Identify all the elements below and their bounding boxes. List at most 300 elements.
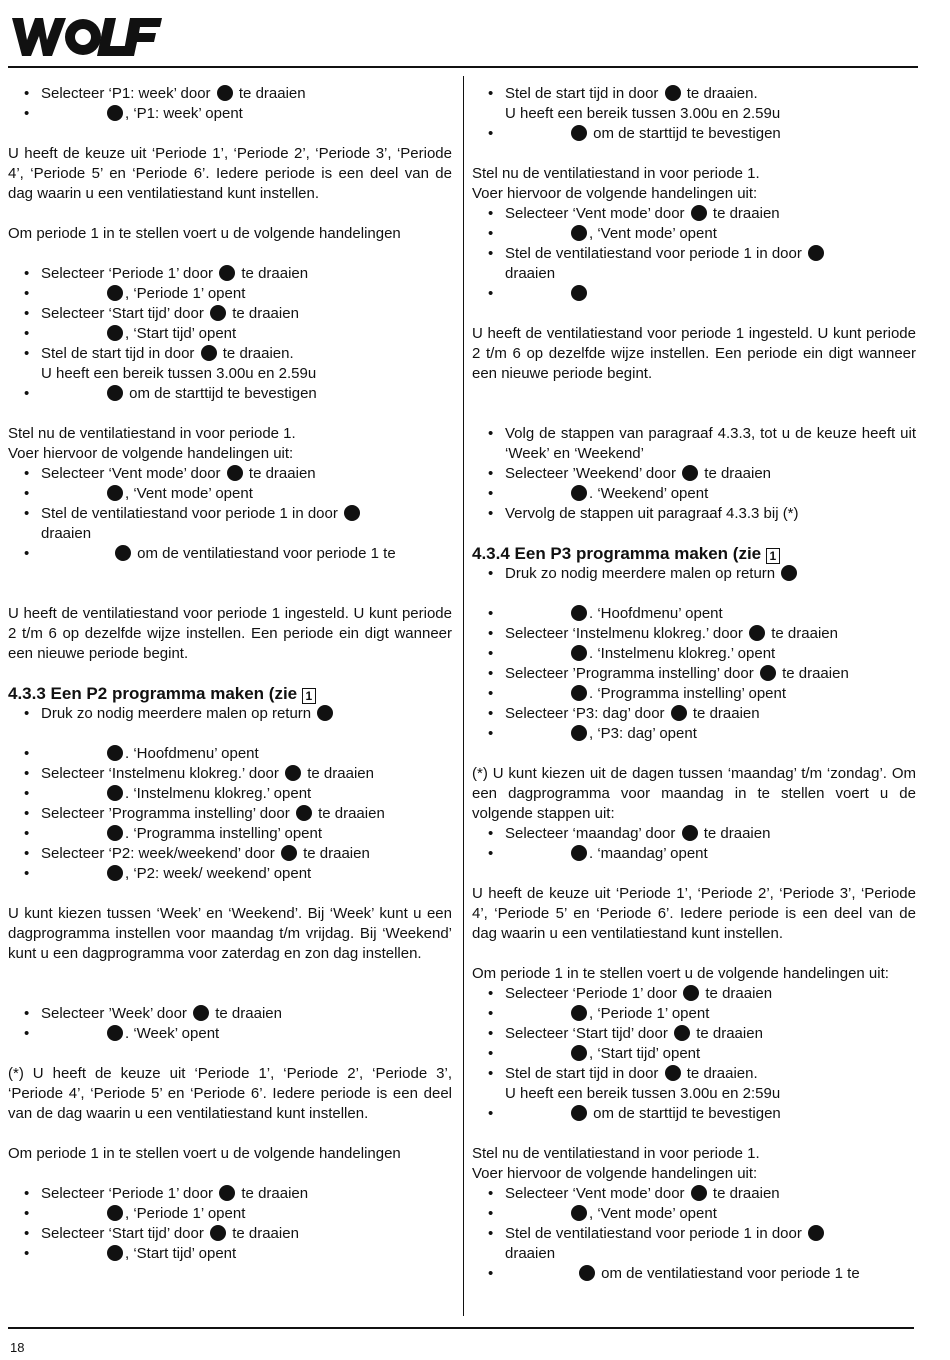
list-item xyxy=(472,1064,916,1104)
list-item-text-after: te draaien xyxy=(241,265,309,282)
knob-icon xyxy=(571,845,587,861)
bullet-icon: • xyxy=(488,725,494,742)
knob-icon xyxy=(115,545,131,561)
list-item-text-after: te draaien. xyxy=(686,1065,758,1082)
list-item xyxy=(8,284,452,304)
list-item-text-after: te draaien xyxy=(703,825,771,842)
list-item xyxy=(8,744,452,764)
spacer xyxy=(8,1044,452,1064)
bullet-icon: • xyxy=(488,1005,494,1022)
bullet-icon: • xyxy=(488,285,494,302)
paragraph: (*) U kunt kiezen uit de dagen tussen ‘maandag’ t/m ‘zondag’. Om een dagprogramma voor maandag in te stellen voert u de volgende stappen uit: xyxy=(472,765,916,822)
wolf-logo xyxy=(10,12,162,60)
list-item xyxy=(472,564,916,584)
knob-icon xyxy=(107,1205,123,1221)
list-item-text-after: , ‘Vent mode’ opent xyxy=(125,485,253,502)
list-item xyxy=(472,1004,916,1024)
bullet-icon: • xyxy=(488,845,494,862)
footer-rule xyxy=(8,1327,914,1329)
knob-icon xyxy=(571,645,587,661)
list-item xyxy=(472,464,916,484)
list-item-text: Selecteer ’Programma instelling’ door xyxy=(41,805,290,822)
knob-icon xyxy=(107,285,123,301)
knob-icon xyxy=(107,385,123,401)
list-item-text-after: om de ventilatiestand voor periode 1 te xyxy=(601,1265,860,1282)
list-item-text-after: . ‘maandag’ opent xyxy=(589,845,708,862)
knob-icon xyxy=(808,1225,824,1241)
list-item-text-after: te draaien xyxy=(712,205,780,222)
list-item-text-after: , ‘P2: week/ weekend’ opent xyxy=(125,865,312,882)
list-item xyxy=(8,1224,452,1244)
knob-icon xyxy=(107,785,123,801)
knob-icon xyxy=(682,825,698,841)
bullet-icon: • xyxy=(24,345,30,362)
list-item-text-after: , ‘Vent mode’ opent xyxy=(589,225,717,242)
list-item xyxy=(8,344,452,384)
list-item-text: Selecteer ‘Instelmenu klokreg.’ door xyxy=(41,765,279,782)
section-heading xyxy=(8,684,452,704)
list-item-text: Stel de start tijd in door xyxy=(41,345,195,362)
list-item-text: Stel de ventilatiestand voor periode 1 in door xyxy=(41,505,338,522)
knob-icon xyxy=(571,605,587,621)
list-item-text: Stel de ventilatiestand voor periode 1 in door xyxy=(505,1225,802,1242)
section-heading-text: 4.3.4 Een P3 programma maken (zie xyxy=(472,544,762,563)
list-item-text-after: te draaien xyxy=(248,465,316,482)
list-item-text-after: te draaien xyxy=(705,985,773,1002)
list-item xyxy=(472,624,916,644)
knob-icon xyxy=(571,725,587,741)
knob-icon xyxy=(217,85,233,101)
list-item xyxy=(472,824,916,844)
list-item xyxy=(8,1004,452,1024)
list-item-text-after: . ‘Programma instelling’ opent xyxy=(125,825,323,842)
list-item-text-after: om de starttijd te bevestigen xyxy=(593,1105,781,1122)
bullet-icon: • xyxy=(24,465,30,482)
list-item-text-after: te draaien xyxy=(307,765,374,782)
bullet-icon: • xyxy=(488,85,494,102)
paragraph: U heeft de ventilatiestand voor periode 1 ingesteld. U kunt periode 2 t/m 6 op dezelfde wijze instellen. Een periode ein digt wanneer een nieuwe periode begint. xyxy=(8,605,452,662)
list-item xyxy=(8,104,452,124)
list-item xyxy=(8,304,452,324)
knob-icon xyxy=(691,1185,707,1201)
list-item-text-after: . ‘Programma instelling’ opent xyxy=(589,685,787,702)
list-item xyxy=(472,664,916,684)
list-item-text: Selecteer ’Week’ door xyxy=(41,1005,187,1022)
bullet-icon: • xyxy=(24,485,30,502)
list-item-text-after: te draaien xyxy=(692,705,760,722)
list-item xyxy=(472,504,916,524)
knob-icon xyxy=(571,1005,587,1021)
knob-icon xyxy=(571,1045,587,1061)
bullet-icon: • xyxy=(488,705,494,722)
knob-icon xyxy=(665,85,681,101)
list-item-text-after: te draaien xyxy=(232,1225,299,1242)
spacer xyxy=(8,244,452,264)
knob-icon xyxy=(579,1265,595,1281)
paragraph: (*) U heeft de keuze uit ‘Periode 1’, ‘Periode 2’, ‘Periode 3’, ‘Periode 4’, ‘Periode 5’ en ‘Periode 6’. Iedere periode is een deel van de dag waarin u een ventilatiestand kunt instellen. xyxy=(8,1065,452,1122)
bullet-icon: • xyxy=(24,545,30,562)
list-item-text: Selecteer ’Programma instelling’ door xyxy=(505,665,754,682)
list-item-text-after: . ‘Hoofdmenu’ opent xyxy=(589,605,723,622)
list-item-text: Selecteer ‘Vent mode’ door xyxy=(41,465,221,482)
list-item-text: Stel de start tijd in door xyxy=(505,85,659,102)
bullet-icon: • xyxy=(488,505,494,522)
knob-icon xyxy=(107,825,123,841)
list-item xyxy=(472,724,916,744)
header-rule xyxy=(8,66,918,68)
spacer xyxy=(8,564,452,584)
paragraph: Stel nu de ventilatiestand in voor periode 1. xyxy=(472,165,760,182)
bullet-icon: • xyxy=(24,505,30,522)
list-item xyxy=(8,464,452,484)
spacer xyxy=(472,1124,916,1144)
bullet-icon: • xyxy=(24,1225,30,1242)
list-item xyxy=(472,244,916,284)
knob-icon xyxy=(760,665,776,681)
list-item xyxy=(8,1204,452,1224)
list-item-text: Selecteer ‘Start tijd’ door xyxy=(505,1025,668,1042)
bullet-icon: • xyxy=(24,765,30,782)
list-item-text: Selecteer ‘Instelmenu klokreg.’ door xyxy=(505,625,743,642)
bullet-icon: • xyxy=(24,325,30,342)
list-item xyxy=(8,1024,452,1044)
list-item xyxy=(472,1224,916,1264)
list-item-text-after: . ‘Week’ opent xyxy=(125,1025,220,1042)
left-column xyxy=(8,84,452,1264)
list-item-text-after: te draaien. xyxy=(686,85,758,102)
knob-icon xyxy=(682,465,698,481)
list-item-text: Druk zo nodig meerdere malen op return xyxy=(41,705,312,722)
spacer xyxy=(8,664,452,684)
knob-icon xyxy=(317,705,333,721)
bullet-icon: • xyxy=(24,285,30,302)
paragraph: U heeft de keuze uit ‘Periode 1’, ‘Periode 2’, ‘Periode 3’, ‘Periode 4’, ‘Periode 5’ en ‘Periode 6’. Iedere periode is een deel van de dag waarin u een ventilatiestand kunt instellen. xyxy=(8,145,452,202)
list-item xyxy=(8,84,452,104)
knob-icon xyxy=(107,485,123,501)
paragraph: Voer hiervoor de volgende handelingen uit: xyxy=(472,185,758,202)
bullet-icon: • xyxy=(24,1205,30,1222)
list-item xyxy=(472,1204,916,1224)
bullet-icon: • xyxy=(24,745,30,762)
paragraph: Om periode 1 in te stellen voert u de volgende handelingen xyxy=(8,1145,401,1162)
section-heading-text: 4.3.3 Een P2 programma maken (zie xyxy=(8,684,298,703)
bullet-icon: • xyxy=(488,485,494,502)
bullet-icon: • xyxy=(24,385,30,402)
spacer xyxy=(8,724,452,744)
bullet-icon: • xyxy=(488,1225,494,1242)
knob-icon xyxy=(749,625,765,641)
list-item xyxy=(472,844,916,864)
list-item-text-after: , ‘Start tijd’ opent xyxy=(125,325,237,342)
list-item xyxy=(472,1044,916,1064)
list-item-continuation: draaien xyxy=(41,525,92,542)
list-item xyxy=(472,424,916,464)
list-item-continuation: draaien xyxy=(505,1245,556,1262)
list-item-text: Selecteer ‘Start tijd’ door xyxy=(41,305,204,322)
list-item xyxy=(8,764,452,784)
list-item xyxy=(472,284,916,304)
list-item-text-after: om de ventilatiestand voor periode 1 te xyxy=(137,545,396,562)
bullet-icon: • xyxy=(488,1205,494,1222)
spacer xyxy=(8,204,452,224)
bullet-icon: • xyxy=(488,245,494,262)
list-item-text-after: om de starttijd te bevestigen xyxy=(129,385,317,402)
knob-icon xyxy=(285,765,301,781)
bullet-icon: • xyxy=(488,1025,494,1042)
spacer xyxy=(8,984,452,1004)
list-item xyxy=(8,824,452,844)
bullet-icon: • xyxy=(24,1185,30,1202)
spacer xyxy=(472,744,916,764)
spacer xyxy=(472,404,916,424)
section-heading xyxy=(472,544,916,564)
list-item xyxy=(8,804,452,824)
spacer xyxy=(472,304,916,324)
spacer xyxy=(8,1164,452,1184)
list-item-text-after: te draaien xyxy=(215,1005,282,1022)
list-item-text: Selecteer ‘Start tijd’ door xyxy=(41,1225,204,1242)
bullet-icon: • xyxy=(488,645,494,662)
bullet-icon: • xyxy=(488,665,494,682)
knob-icon xyxy=(107,105,123,121)
list-item xyxy=(472,1104,916,1124)
paragraph: U heeft de keuze uit ‘Periode 1’, ‘Periode 2’, ‘Periode 3’, ‘Periode 4’, ‘Periode 5’ en ‘Periode 6’. Iedere periode is een deel van de dag waarin u een ventilatiestand kunt instellen. xyxy=(472,885,916,942)
bullet-icon: • xyxy=(488,225,494,242)
bullet-icon: • xyxy=(24,785,30,802)
list-item-text-after: te draaien xyxy=(782,665,849,682)
spacer xyxy=(8,404,452,424)
bullet-icon: • xyxy=(488,1265,494,1282)
list-item xyxy=(472,224,916,244)
bullet-icon: • xyxy=(488,125,494,142)
knob-icon xyxy=(219,265,235,281)
paragraph: Stel nu de ventilatiestand in voor periode 1. xyxy=(472,1145,760,1162)
list-item-text: Druk zo nodig meerdere malen op return xyxy=(505,565,776,582)
list-item xyxy=(8,264,452,284)
list-item-text-after: . ‘Hoofdmenu’ opent xyxy=(125,745,259,762)
paragraph: Voer hiervoor de volgende handelingen uit: xyxy=(472,1165,758,1182)
knob-icon xyxy=(107,325,123,341)
list-item xyxy=(472,124,916,144)
knob-icon xyxy=(201,345,217,361)
list-item-text-after: , ‘Start tijd’ opent xyxy=(125,1245,237,1262)
spacer xyxy=(8,884,452,904)
knob-icon xyxy=(571,225,587,241)
list-item xyxy=(8,484,452,504)
list-item xyxy=(472,1184,916,1204)
bullet-icon: • xyxy=(488,565,494,582)
list-item-text: Selecteer ‘Periode 1’ door xyxy=(505,985,678,1002)
list-item-text: Selecteer ‘P2: week/weekend’ door xyxy=(41,845,275,862)
list-item-text-after: te draaien xyxy=(696,1025,763,1042)
knob-icon xyxy=(683,985,699,1001)
bullet-icon: • xyxy=(488,825,494,842)
list-item-text: Stel de ventilatiestand voor periode 1 in door xyxy=(505,245,802,262)
bullet-icon: • xyxy=(24,265,30,282)
list-item-text: Selecteer ‘Periode 1’ door xyxy=(41,265,214,282)
list-item xyxy=(472,484,916,504)
list-item-text-after: te draaien xyxy=(771,625,838,642)
list-item-text-after: te draaien xyxy=(238,85,306,102)
list-item xyxy=(8,784,452,804)
list-item-text-after: te draaien xyxy=(712,1185,780,1202)
list-item xyxy=(472,84,916,124)
list-item-text-after: te draaien xyxy=(232,305,299,322)
list-item-text-after: . ‘Weekend’ opent xyxy=(589,485,709,502)
paragraph: U kunt kiezen tussen ‘Week’ en ‘Weekend’. Bij ‘Week’ kunt u een dagprogramma instellen voor maandag t/m vrijdag. Bij ‘Weekend’ kunt u een dagprogramma voor zaterdag en zon dag instellen. xyxy=(8,905,452,962)
list-item-text-after: , ‘Periode 1’ opent xyxy=(125,285,246,302)
bullet-icon: • xyxy=(488,1185,494,1202)
list-item-text-after: . ‘Instelmenu klokreg.’ opent xyxy=(125,785,312,802)
knob-icon xyxy=(571,485,587,501)
paragraph: U heeft de ventilatiestand voor periode 1 ingesteld. U kunt periode 2 t/m 6 op dezelfde wijze instellen. Een periode ein digt wanneer een nieuwe periode begint. xyxy=(472,325,916,382)
knob-icon xyxy=(107,745,123,761)
list-item-text-after: te draaien xyxy=(303,845,370,862)
list-item xyxy=(8,864,452,884)
bullet-icon: • xyxy=(488,985,494,1002)
knob-icon xyxy=(571,125,587,141)
list-item-text: Volg de stappen van paragraaf 4.3.3, tot u de keuze heeft uit ‘Week’ en ‘Weekend’ xyxy=(505,425,916,462)
knob-icon xyxy=(107,865,123,881)
knob-icon xyxy=(193,1005,209,1021)
knob-icon xyxy=(808,245,824,261)
list-item xyxy=(472,984,916,1004)
knob-icon xyxy=(671,705,687,721)
list-item xyxy=(8,504,452,544)
knob-icon xyxy=(107,1025,123,1041)
knob-icon xyxy=(781,565,797,581)
list-item xyxy=(8,1184,452,1204)
list-item-text-after: , ‘Periode 1’ opent xyxy=(589,1005,710,1022)
knob-icon xyxy=(691,205,707,221)
knob-icon xyxy=(665,1065,681,1081)
list-item-text: Stel de start tijd in door xyxy=(505,1065,659,1082)
knob-icon xyxy=(674,1025,690,1041)
column-divider xyxy=(463,76,464,1316)
knob-icon xyxy=(210,1225,226,1241)
reference-box-icon: 1 xyxy=(766,548,780,564)
knob-icon xyxy=(571,685,587,701)
bullet-icon: • xyxy=(488,425,494,442)
list-item xyxy=(472,704,916,724)
list-item-text-after: om de starttijd te bevestigen xyxy=(593,125,781,142)
list-item-text-after: , ‘Periode 1’ opent xyxy=(125,1205,246,1222)
list-item-text: Selecteer ‘Vent mode’ door xyxy=(505,1185,685,1202)
knob-icon xyxy=(219,1185,235,1201)
bullet-icon: • xyxy=(488,1105,494,1122)
list-item xyxy=(472,644,916,664)
bullet-icon: • xyxy=(24,865,30,882)
list-item-text: Selecteer ‘Vent mode’ door xyxy=(505,205,685,222)
bullet-icon: • xyxy=(24,1245,30,1262)
bullet-icon: • xyxy=(488,205,494,222)
list-item xyxy=(472,204,916,224)
bullet-icon: • xyxy=(24,705,30,722)
paragraph: Om periode 1 in te stellen voert u de volgende handelingen xyxy=(8,225,401,242)
list-item xyxy=(8,844,452,864)
spacer xyxy=(472,864,916,884)
bullet-icon: • xyxy=(488,1045,494,1062)
list-item-text-after: te draaien xyxy=(318,805,385,822)
list-item-text-after: , ‘P3: dag’ opent xyxy=(589,725,697,742)
page-number: 18 xyxy=(10,1340,25,1355)
list-item-text: Selecteer ’Weekend’ door xyxy=(505,465,676,482)
list-item-text-after: . ‘Instelmenu klokreg.’ opent xyxy=(589,645,776,662)
list-item-text: Selecteer ‘P3: dag’ door xyxy=(505,705,665,722)
list-item-text-after: , ‘P1: week’ opent xyxy=(125,105,243,122)
bullet-icon: • xyxy=(488,685,494,702)
knob-icon xyxy=(571,285,587,301)
list-item xyxy=(8,544,452,564)
spacer xyxy=(8,964,452,984)
list-item-continuation: U heeft een bereik tussen 3.00u en 2.59u xyxy=(41,365,317,382)
bullet-icon: • xyxy=(24,305,30,322)
spacer xyxy=(472,524,916,544)
list-item-text-after: te draaien xyxy=(704,465,771,482)
bullet-icon: • xyxy=(24,845,30,862)
list-item-text: Vervolg de stappen uit paragraaf 4.3.3 bij (*) xyxy=(505,505,799,522)
paragraph: Stel nu de ventilatiestand in voor periode 1. xyxy=(8,425,296,442)
knob-icon xyxy=(210,305,226,321)
list-item xyxy=(8,324,452,344)
right-column xyxy=(472,84,916,1284)
bullet-icon: • xyxy=(488,605,494,622)
list-item xyxy=(8,1244,452,1264)
knob-icon xyxy=(227,465,243,481)
spacer xyxy=(472,144,916,164)
list-item-continuation: U heeft een bereik tussen 3.00u en 2:59u xyxy=(505,1085,781,1102)
list-item-text: Selecteer ‘P1: week’ door xyxy=(41,85,211,102)
spacer xyxy=(472,584,916,604)
list-item xyxy=(472,1264,916,1284)
paragraph: Om periode 1 in te stellen voert u de volgende handelingen uit: xyxy=(472,965,889,982)
bullet-icon: • xyxy=(488,465,494,482)
spacer xyxy=(472,944,916,964)
spacer xyxy=(8,584,452,604)
list-item xyxy=(472,684,916,704)
knob-icon xyxy=(571,1105,587,1121)
list-item xyxy=(472,604,916,624)
list-item-continuation: U heeft een bereik tussen 3.00u en 2.59u xyxy=(505,105,781,122)
list-item xyxy=(472,1024,916,1044)
list-item xyxy=(8,704,452,724)
paragraph: Voer hiervoor de volgende handelingen uit: xyxy=(8,445,294,462)
bullet-icon: • xyxy=(488,625,494,642)
bullet-icon: • xyxy=(24,825,30,842)
list-item-text-after: , ‘Vent mode’ opent xyxy=(589,1205,717,1222)
list-item-continuation: draaien xyxy=(505,265,556,282)
list-item-text-after: te draaien. xyxy=(222,345,294,362)
spacer xyxy=(8,1124,452,1144)
list-item-text-after: te draaien xyxy=(241,1185,309,1202)
knob-icon xyxy=(296,805,312,821)
bullet-icon: • xyxy=(24,105,30,122)
reference-box-icon: 1 xyxy=(302,688,316,704)
spacer xyxy=(472,384,916,404)
bullet-icon: • xyxy=(24,805,30,822)
knob-icon xyxy=(281,845,297,861)
knob-icon xyxy=(344,505,360,521)
list-item xyxy=(8,384,452,404)
bullet-icon: • xyxy=(24,1025,30,1042)
list-item-text: Selecteer ‘maandag’ door xyxy=(505,825,676,842)
knob-icon xyxy=(107,1245,123,1261)
list-item-text-after: , ‘Start tijd’ opent xyxy=(589,1045,701,1062)
bullet-icon: • xyxy=(24,1005,30,1022)
bullet-icon: • xyxy=(488,1065,494,1082)
knob-icon xyxy=(571,1205,587,1221)
bullet-icon: • xyxy=(24,85,30,102)
